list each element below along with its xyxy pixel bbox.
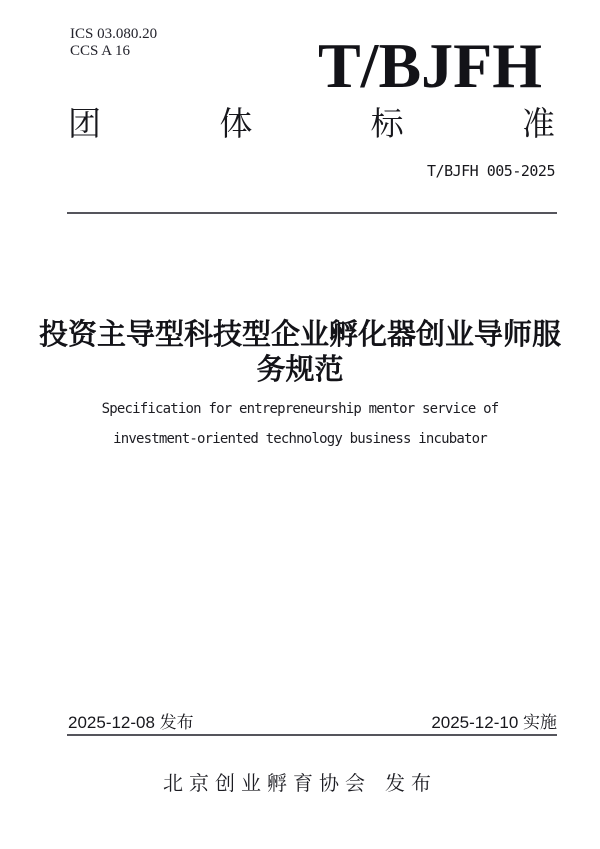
standard-type-char: 团 — [68, 105, 101, 142]
standard-type-char: 准 — [521, 105, 555, 142]
standard-type-char: 体 — [219, 105, 253, 142]
dates-row — [68, 712, 557, 734]
publisher-action-label: 发布 — [385, 773, 437, 795]
footer-divider-rule — [67, 734, 557, 736]
publisher-name: 北京创业孵育协会 — [163, 773, 371, 795]
issue-date: 2025-12-08 发布 — [68, 713, 194, 732]
standard-number: T/BJFH 005-2025 — [427, 162, 555, 180]
ccs-code: CCS A 16 — [70, 43, 131, 59]
document-title-line1: 投资主导型科技型企业孵化器创业导师服 — [38, 319, 561, 351]
document-subtitle-line2: investment-oriented technology business incubator — [113, 431, 487, 447]
classification-codes — [70, 26, 157, 60]
document-title-en — [10, 394, 590, 454]
ics-code: ICS 03.080.20 — [70, 26, 158, 42]
publisher-line — [0, 767, 600, 796]
header-divider-rule — [67, 212, 557, 214]
implementation-date: 2025-12-10 实施 — [431, 713, 557, 732]
standard-body-logo: T/BJFH — [317, 30, 542, 101]
standard-type-label — [68, 104, 555, 144]
document-title-line2: 务规范 — [256, 354, 344, 386]
standard-type-char: 标 — [370, 105, 404, 142]
document-subtitle-line1: Specification for entrepreneurship mentor service of — [101, 401, 499, 417]
document-title-zh — [20, 318, 580, 388]
